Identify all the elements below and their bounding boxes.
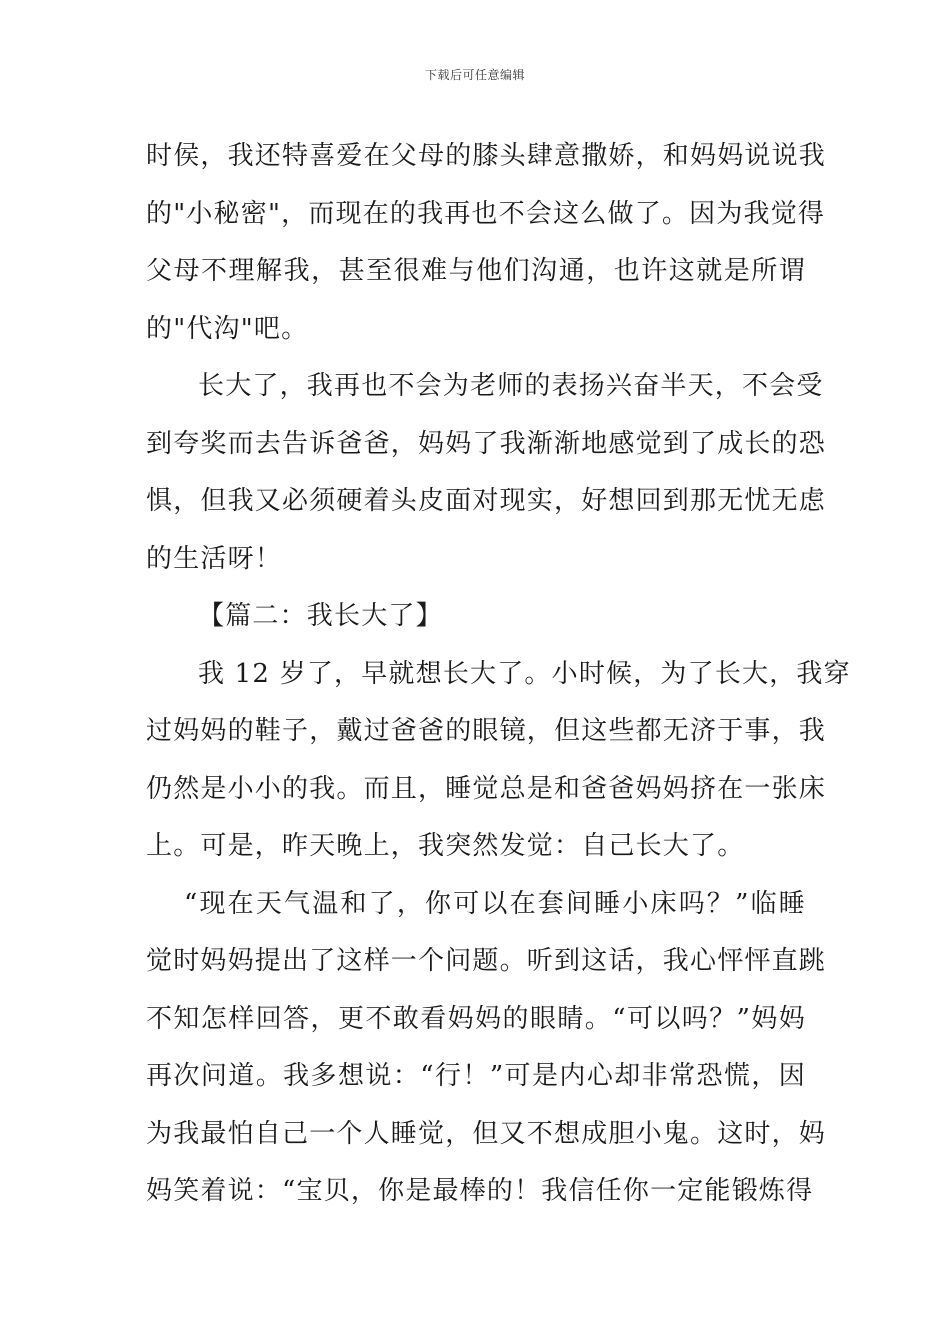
text-line: 父母不理解我，甚至很难与他们沟通，也许这就是所谓: [146, 256, 806, 286]
text-line: 不知怎样回答，更不敢看妈妈的眼睛。“可以吗？”妈妈: [146, 1003, 806, 1034]
text-line: 我 12 岁了，早就想长大了。小时候，为了长大，我穿: [198, 658, 851, 689]
text-line: 再次问道。我多想说：“行！”可是内心却非常恐慌，因: [146, 1061, 806, 1091]
section-heading: 【篇二：我长大了】: [198, 601, 443, 631]
text-line: 时侯，我还特喜爱在父母的膝头肆意撒娇，和妈妈说说我: [146, 141, 827, 171]
text-line: “现在天气温和了，你可以在套间睡小床吗？”临睡: [184, 888, 806, 919]
text-line: 长大了，我再也不会为老师的表扬兴奋半天，不会受: [198, 371, 824, 401]
document-body: [146, 128, 851, 1221]
text-line: 觉时妈妈提出了这样一个问题。听到这话，我心怦怦直跳: [146, 946, 827, 976]
text-line: 过妈妈的鞋子，戴过爸爸的眼镜，但这些都无济于事，我: [146, 716, 827, 746]
text-line: 的生活呀！: [146, 543, 283, 574]
text-line: 的"代沟"吧。: [146, 313, 309, 344]
text-line: 的"小秘密"，而现在的我再也不会这么做了。因为我觉得: [146, 198, 826, 229]
page-header: 下载后可任意编辑: [424, 68, 525, 82]
text-line: 惧，但我又必须硬着头皮面对现实，好想回到那无忧无虑: [146, 486, 827, 516]
text-line: 仍然是小小的我。而且，睡觉总是和爸爸妈妈挤在一张床: [146, 773, 827, 804]
text-line: 到夸奖而去告诉爸爸，妈妈了我渐渐地感觉到了成长的恐: [146, 428, 827, 459]
text-line: 为我最怕自己一个人睡觉，但又不想成胆小鬼。这时，妈: [146, 1118, 827, 1149]
text-line: 妈笑着说：“宝贝，你是最棒的！我信任你一定能锻炼得: [146, 1176, 814, 1206]
text-line: 上。可是，昨天晚上，我突然发觉：自己长大了。: [146, 831, 745, 861]
